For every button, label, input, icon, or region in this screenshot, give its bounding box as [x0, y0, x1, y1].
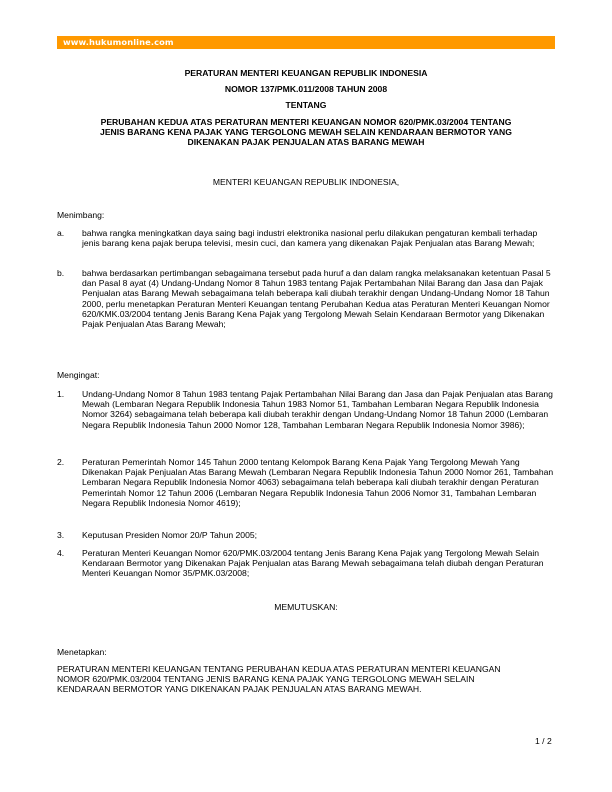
regulation-title-line-3: DIKENAKAN PAJAK PENJUALAN ATAS BARANG MEWAH	[187, 137, 425, 147]
menetapkan-text: PERATURAN MENTERI KEUANGAN TENTANG PERUBAHAN KEDUA ATAS PERATURAN MENTERI KEUANGAN NOMOR 620/PMK.03/2004 TENTANG JENIS BARANG KENA PAJAK YANG TERGOLONG MEWAH SELAIN KENDARAAN BERMOTOR YANG DIKENAKAN PAJAK PENJUALAN ATAS BARANG MEWAH.	[57, 664, 501, 695]
item-marker: b.	[57, 268, 65, 278]
mengingat-item	[57, 457, 557, 519]
regulation-heading: PERATURAN MENTERI KEUANGAN REPUBLIK INDONESIA	[184, 68, 428, 78]
tentang-heading: TENTANG	[285, 100, 327, 110]
regulation-title-line-2: JENIS BARANG KENA PAJAK YANG TERGOLONG MEWAH SELAIN KENDARAAN BERMOTOR YANG	[100, 127, 512, 137]
item-text: Keputusan Presiden Nomor 20/P Tahun 2005;	[82, 530, 258, 540]
item-marker: 4.	[57, 548, 65, 558]
item-marker: 1.	[57, 389, 65, 399]
mengingat-item	[57, 389, 557, 441]
mengingat-item	[57, 548, 557, 580]
item-marker: 3.	[57, 530, 65, 540]
source-banner	[57, 36, 555, 49]
menetapkan-label: Menetapkan:	[57, 647, 107, 657]
item-marker: 2.	[57, 457, 65, 467]
item-text: Peraturan Menteri Keuangan Nomor 620/PMK.03/2004 tentang Jenis Barang Kena Pajak yang Tergolong Mewah Selain Kendaraan Bermotor yang Dikenakan Pajak Penjualan atas Barang Mewah sebagaimana telah diubah dengan Peraturan Menteri Keuangan Nomor 35/PMK.03/2008;	[82, 548, 544, 579]
source-url: www.hukumonline.com	[63, 37, 174, 47]
regulation-title-line-1: PERUBAHAN KEDUA ATAS PERATURAN MENTERI KEUANGAN NOMOR 620/PMK.03/2004 TENTANG	[100, 117, 512, 127]
page-number: 1 / 2	[535, 736, 552, 746]
menimbang-item	[57, 228, 557, 260]
menimbang-item	[57, 268, 557, 340]
regulation-number: NOMOR 137/PMK.011/2008 TAHUN 2008	[224, 84, 388, 94]
issuer: MENTERI KEUANGAN REPUBLIK INDONESIA,	[212, 177, 400, 187]
item-marker: a.	[57, 228, 65, 238]
mengingat-label: Mengingat:	[57, 370, 100, 380]
item-text: bahwa rangka meningkatkan daya saing bagi industri elektronika nasional perlu dilakukan pengaturan kembali terhadap jenis barang kena pajak berupa televisi, mesin cuci, dan kamera yang dikenakan Pajak Penjualan atas Barang Mewah;	[82, 228, 538, 249]
menimbang-label: Menimbang:	[57, 210, 105, 220]
item-text: bahwa berdasarkan pertimbangan sebagaimana tersebut pada huruf a dan dalam rangka melaksanakan ketentuan Pasal 5 dan Pasal 8 ayat (4) Undang-Undang Nomor 8 Tahun 1983 tentang Pajak Pertambahan Nilai Barang dan Jasa dan Pajak Penjualan atas Barang Mewah sebagaimana telah beberapa kali diubah terakhir dengan Undang-Undang Nomor 18 Tahun 2000, perlu menetapkan Peraturan Menteri Keuangan tentang Perubahan Kedua atas Peraturan Menteri Keuangan Nomor 620/KMK.03/2004 tentang Jenis Barang Kena Pajak yang Tergolong Mewah Selain Kendaraan Bermotor yang Dikenakan Pajak Penjualan Atas Barang Mewah;	[82, 268, 551, 330]
memutuskan-heading: MEMUTUSKAN:	[274, 602, 338, 612]
item-text: Peraturan Pemerintah Nomor 145 Tahun 2000 tentang Kelompok Barang Kena Pajak Yang Tergolong Mewah Yang Dikenakan Pajak Penjualan Atas Barang Mewah (Lembaran Negara Republik Indonesia Tahun 2000 Nomor 261, Tambahan Lembaran Negara Republik Indonesia Nomor 4063) sebagaimana telah beberapa kali diubah terakhir dengan Peraturan Pemerintah Nomor 12 Tahun 2006 (Lembaran Negara Republik Indonesia Tahun 2006 Nomor 31, Tambahan Lembaran Negara Republik Indonesia Nomor 4619);	[82, 457, 554, 508]
mengingat-item	[57, 530, 557, 541]
item-text: Undang-Undang Nomor 8 Tahun 1983 tentang Pajak Pertambahan Nilai Barang dan Jasa dan Pajak Penjualan atas Barang Mewah (Lembaran Negara Republik Indonesia Tahun 1983 Nomor 51, Tambahan Lembaran Negara Republik Indonesia Nomor 3264) sebagaimana telah beberapa kali diubah terakhir dengan Undang-Undang Nomor 18 Tahun 2000 (Lembaran Negara Republik Indonesia Tahun 2000 Nomor 128, Tambahan Lembaran Negara Republik Indonesia Nomor 3986);	[82, 389, 553, 430]
